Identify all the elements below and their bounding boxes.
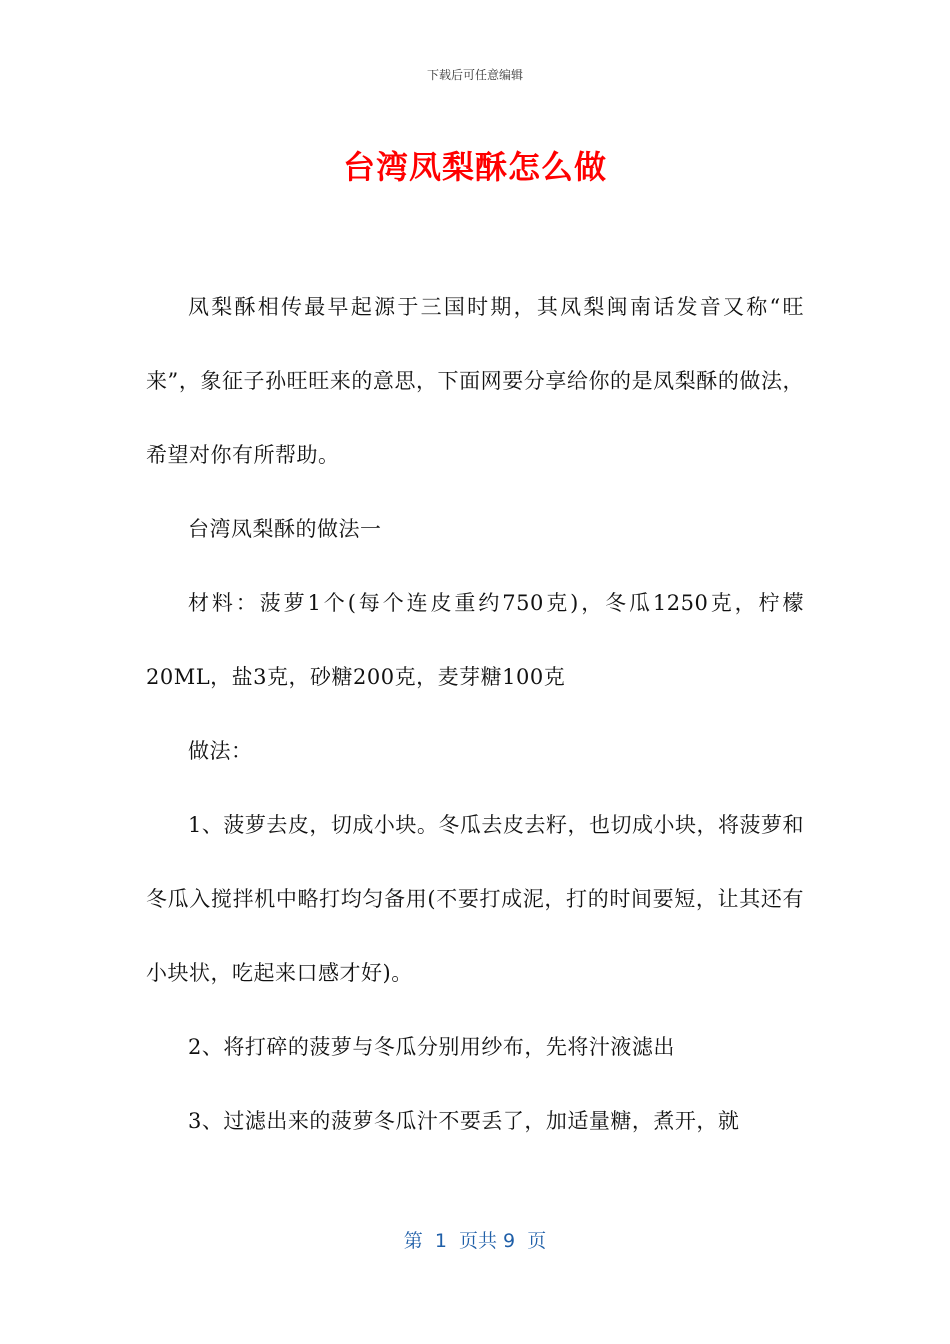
paragraph-method-label: 做法： [188,739,253,763]
document-title: 台湾凤梨酥怎么做 [342,148,607,186]
paragraph-ingredients: 材料：菠萝1个(每个连皮重约750克)，冬瓜1250克，柠檬20ML，盐3克，砂糖200克，麦芽糖100克 [146,591,804,689]
paragraph-intro: 凤梨酥相传最早起源于三国时期，其凤梨闽南话发音又称“旺来”，象征子孙旺旺来的意思，下面网要分享给你的是凤梨酥的做法，希望对你有所帮助。 [146,295,804,467]
document-body [146,270,804,1158]
paragraph-section-heading: 台湾凤梨酥的做法一 [188,517,382,541]
page-number-footer: 第 1 页共 9 页 [403,1230,547,1252]
paragraph-step-3: 3、过滤出来的菠萝冬瓜汁不要丢了，加适量糖，煮开，就 [188,1109,740,1133]
header-note: 下载后可任意编辑 [426,68,523,82]
paragraph-step-1: 1、菠萝去皮，切成小块。冬瓜去皮去籽，也切成小块，将菠萝和冬瓜入搅拌机中略打均匀备用(不要打成泥，打的时间要短，让其还有小块状，吃起来口感才好)。 [146,813,804,985]
paragraph-step-2: 2、将打碎的菠萝与冬瓜分别用纱布，先将汁液滤出 [188,1035,675,1059]
